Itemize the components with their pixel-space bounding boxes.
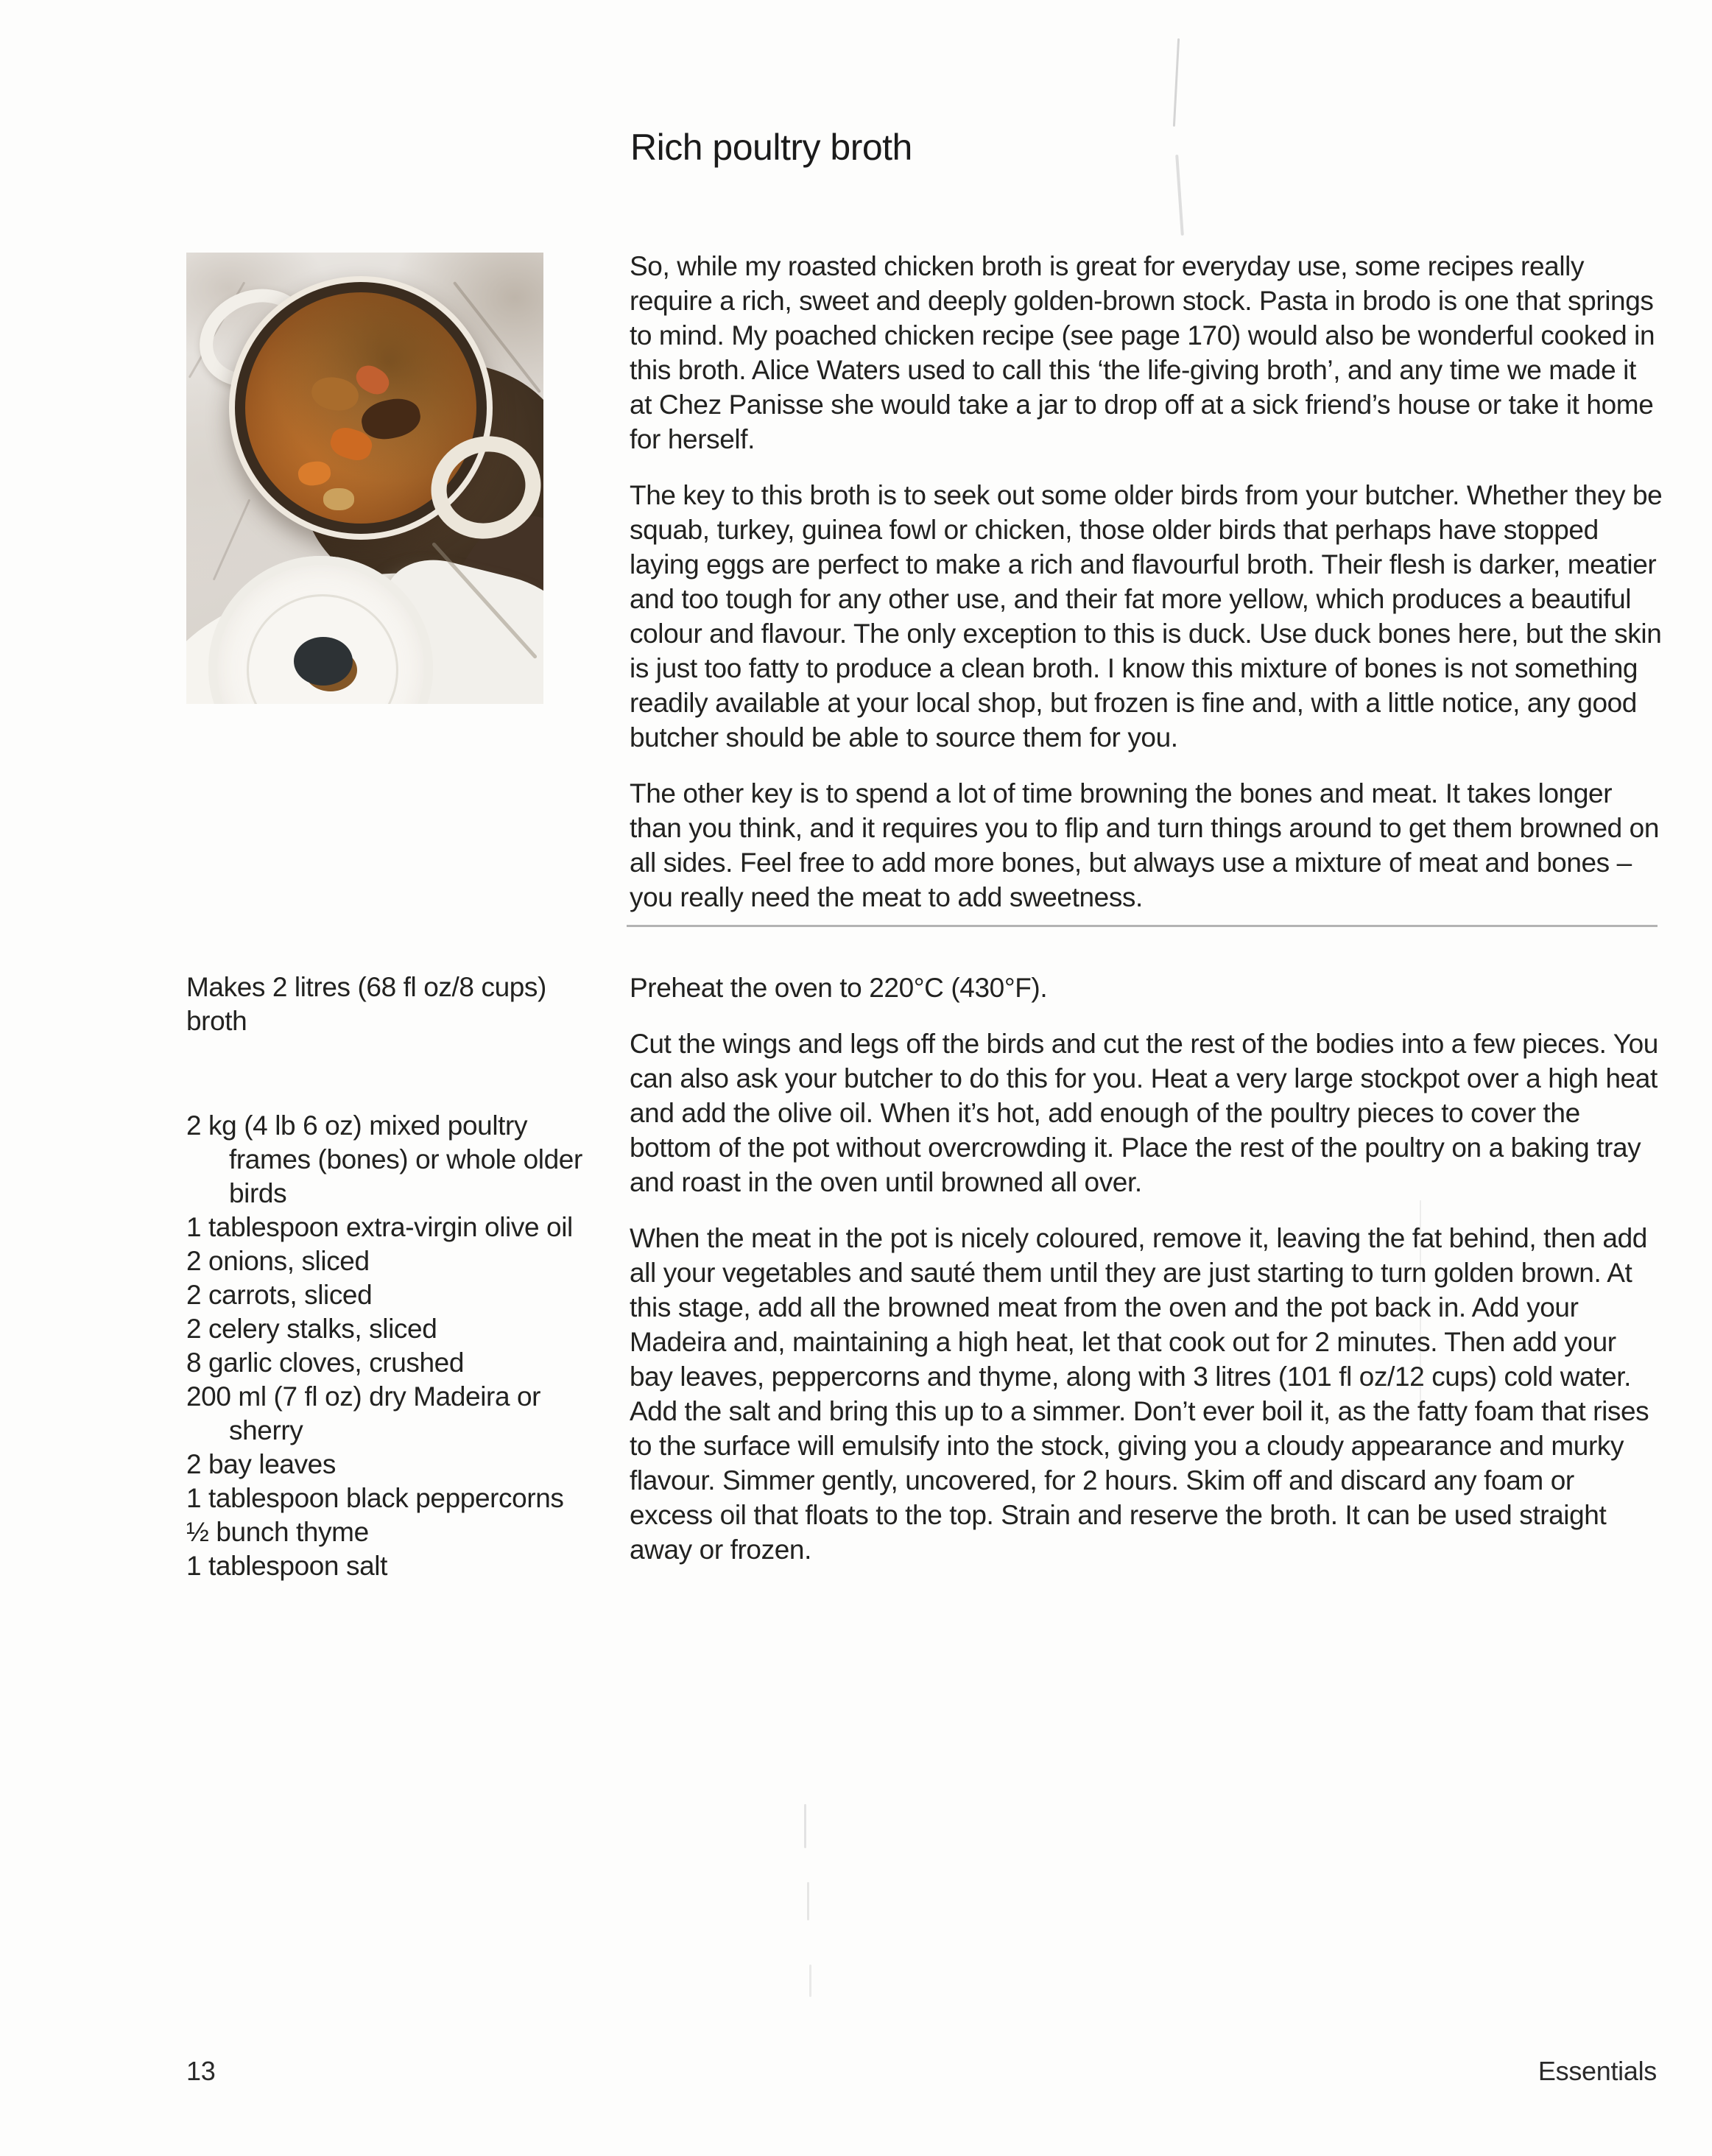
recipe-photo — [186, 253, 543, 704]
method-step: Preheat the oven to 220°C (430°F). — [630, 973, 1048, 1003]
yield-note: Makes 2 litres (68 fl oz/8 cups) broth — [186, 972, 546, 1036]
ingredient-item: 2 celery stalks, sliced — [186, 1314, 437, 1344]
page-number: 13 — [186, 2056, 216, 2086]
ingredient-item: 1 tablespoon black peppercorns — [186, 1483, 564, 1513]
ingredient-item: 1 tablespoon salt — [186, 1551, 387, 1581]
method-column — [630, 970, 1664, 1588]
ingredient-item: 1 tablespoon extra-virgin olive oil — [186, 1212, 573, 1242]
ingredients-column — [186, 970, 599, 1583]
marble-vein — [213, 499, 251, 581]
ingredient-item: 8 garlic cloves, crushed — [186, 1348, 465, 1378]
intro-paragraph: The other key is to spend a lot of time browning the bones and meat. It takes longer than you think, and it requires you to flip and turn things around to get them browned on all sides. Feel free to add more bones, but always use a mixture of meat and bones – you really need the meat to add sweetness. — [630, 778, 1660, 912]
intro-column — [630, 249, 1664, 936]
ingredient-item: ½ bunch thyme — [186, 1517, 369, 1547]
scan-artifact — [1175, 155, 1184, 236]
intro-paragraph: So, while my roasted chicken broth is great for everyday use, some recipes really require a rich, sweet and deeply golden-brown stock. Pasta in brodo is one that springs to mind. My poached chicken recipe (see page 170) would also be wonderful cooked in this broth. Alice Waters used to call this ‘the life-giving broth’, and any time we made it at Chez Panisse she would take a jar to drop off at a sick friend’s house or take it home for herself. — [630, 251, 1655, 454]
ingredient-list — [186, 1109, 599, 1583]
scan-artifact — [809, 1965, 811, 1997]
ingredient-item: 2 onions, sliced — [186, 1246, 370, 1276]
ingredient-item: 2 kg (4 lb 6 oz) mixed poultry frames (bones) or whole older birds — [186, 1110, 582, 1208]
method-step: Cut the wings and legs off the birds and cut the rest of the bodies into a few pieces. You can also ask your butcher to do this for you. Heat a very large stockpot over a high heat and add the olive oil. When it’s hot, add enough of the poultry pieces to cover the bottom of the pot without overcrowding it. Place the rest of the poultry on a baking tray and roast in the oven until browned all over. — [630, 1029, 1658, 1197]
ingredient-item: 200 ml (7 fl oz) dry Madeira or sherry — [186, 1381, 541, 1445]
intro-paragraph: The key to this broth is to seek out some older birds from your butcher. Whether they be squab, turkey, guinea fowl or chicken, those older birds that perhaps have stopped laying eggs are perfect to make a rich and flavourful broth. Their flesh is darker, meatier and too tough for any other use, and their fat more yellow, which produces a beautiful colour and flavour. The only exception to this is duck. Use duck bones here, but the skin is just too fatty to produce a clean broth. I know this mixture of bones is not something readily available at your local shop, but frozen is fine and, with a little notice, any good butcher should be able to source them for you. — [630, 480, 1663, 753]
scan-artifact — [1420, 1200, 1421, 1406]
scan-artifact — [1173, 38, 1180, 127]
footer-section-label: Essentials — [1537, 2056, 1657, 2086]
scan-artifact — [804, 1804, 806, 1848]
method-step: When the meat in the pot is nicely coloured, remove it, leaving the fat behind, then add all your vegetables and sauté them until they are just starting to turn golden brown. At this stage, add all the browned meat from the oven and the pot back in. Add your Madeira and, maintaining a high heat, let that cook out for 2 minutes. Then add your bay leaves, peppercorns and thyme, along with 3 litres (101 fl oz/12 cups) cold water. Add the salt and bring this up to a simmer. Don’t ever boil it, as the fatty foam that rises to the surface will emulsify into the stock, giving you a cloudy appearance and murky flavour. Simmer gently, uncovered, for 2 hours. Skim off and discard any foam or excess oil that floats to the top. Strain and reserve the broth. It can be used straight away or frozen. — [630, 1223, 1649, 1565]
potato-piece — [323, 488, 354, 510]
ingredient-item: 2 bay leaves — [186, 1449, 336, 1479]
recipe-title: Rich poultry broth — [630, 127, 912, 168]
section-divider — [627, 925, 1658, 927]
lid-knob — [294, 637, 353, 686]
ingredient-item: 2 carrots, sliced — [186, 1280, 373, 1310]
scan-artifact — [807, 1882, 809, 1920]
